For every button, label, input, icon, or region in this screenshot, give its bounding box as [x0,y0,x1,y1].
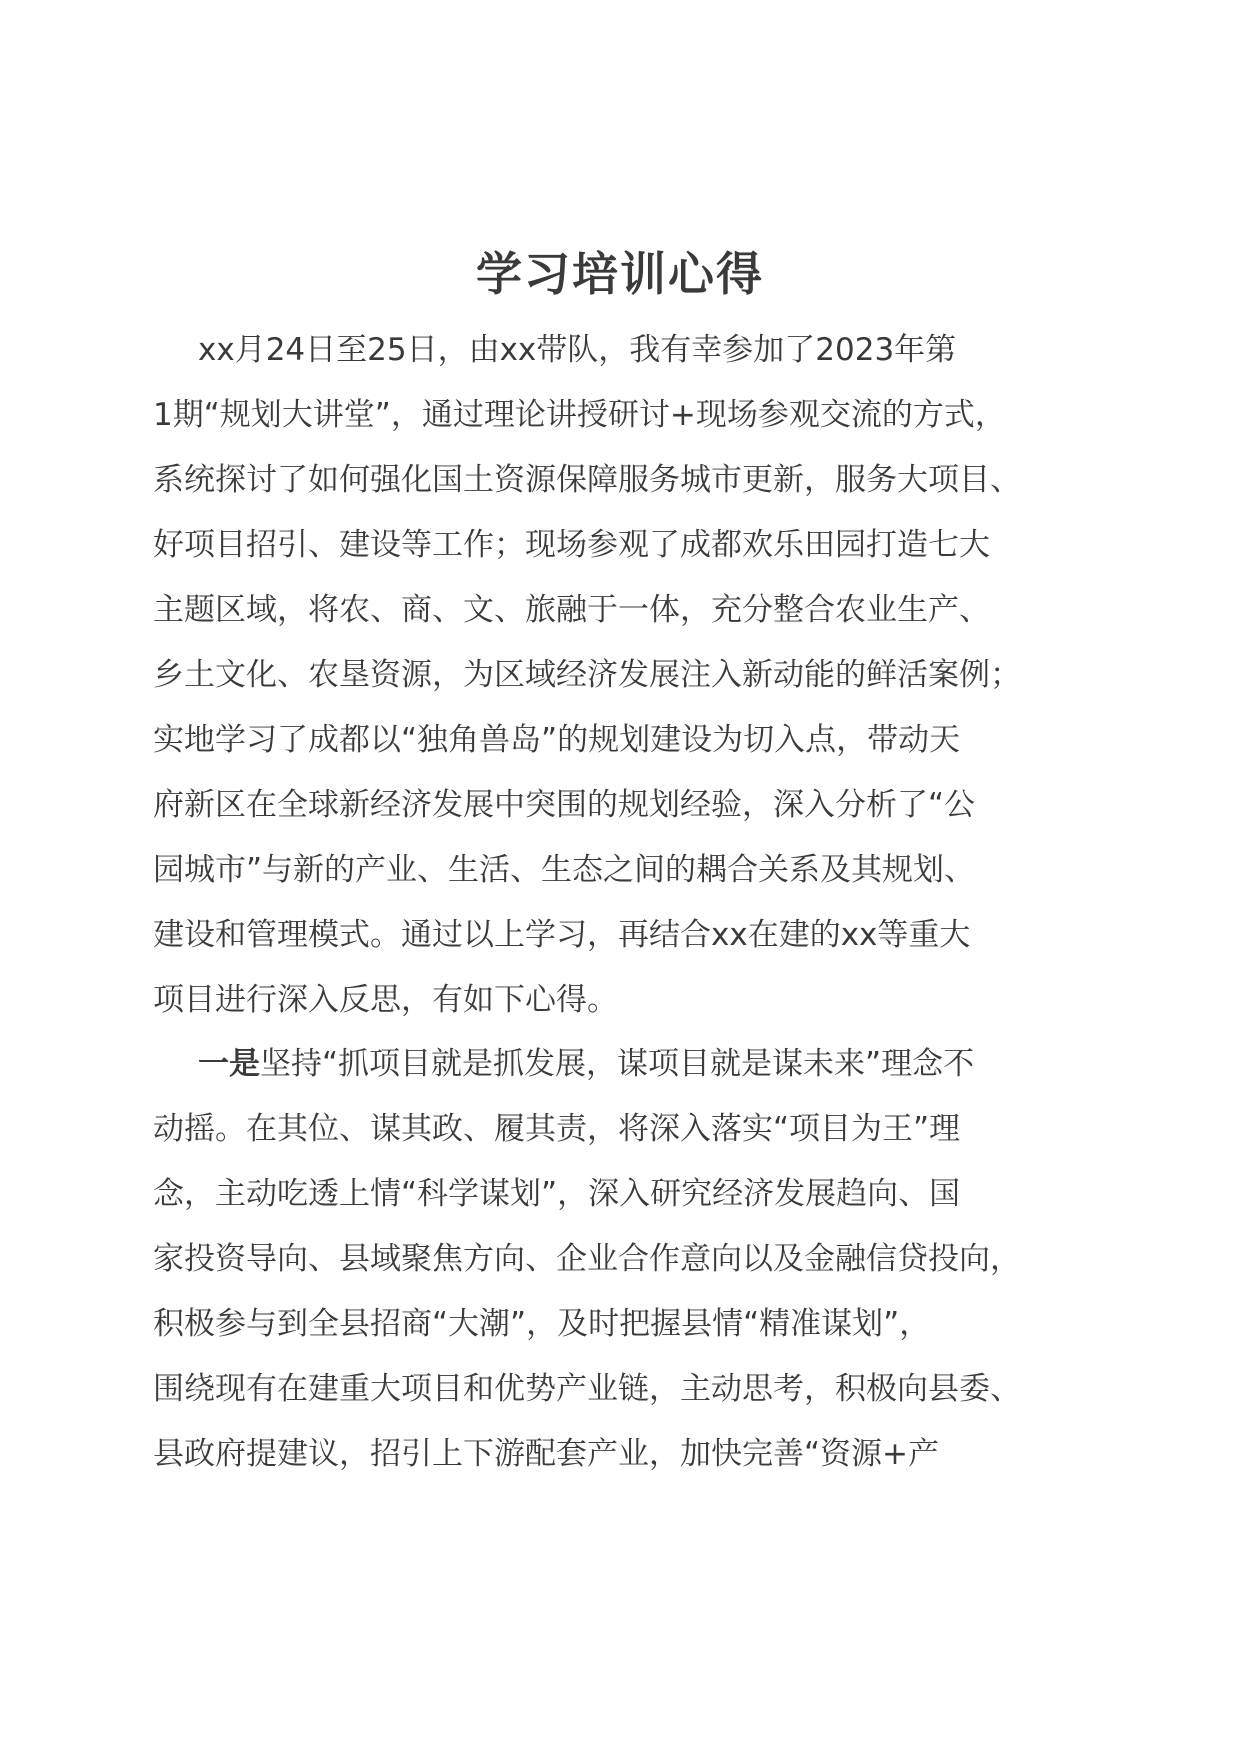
paragraph-line: xx月24日至25日，由xx带队，我有幸参加了2023年第 [198,332,957,368]
paragraph-lead: 一是 [198,1046,260,1082]
paragraph-point-one [153,1032,1098,1487]
paragraph-line: 乡土文化、农垦资源，为区域经济发展注入新动能的鲜活案例； [153,657,1021,693]
paragraph-line: 园城市”与新的产业、生活、生态之间的耦合关系及其规划、 [153,852,976,888]
document-title: 学习培训心得 [476,247,764,301]
paragraph-line: 府新区在全球新经济发展中突围的规划经验，深入分析了“公 [153,787,976,823]
paragraph-line: 项目进行深入反思，有如下心得。 [153,982,618,1018]
paragraph-line: 主题区域，将农、商、文、旅融于一体，充分整合农业生产、 [153,592,990,628]
paragraph-line: 好项目招引、建设等工作；现场参观了成都欢乐田园打造七大 [153,527,990,563]
paragraph-line: 家投资导向、县域聚焦方向、企业合作意向以及金融信贷投向， [153,1241,1021,1277]
paragraph-line: 念，主动吃透上情“科学谋划”，深入研究经济发展趋向、国 [153,1176,961,1212]
paragraph-line: 系统探讨了如何强化国土资源保障服务城市更新，服务大项目、 [153,462,1021,498]
paragraph-line [153,1032,1098,1097]
paragraph-line: 1期“规划大讲堂”，通过理论讲授研讨+现场参观交流的方式， [153,397,1006,433]
paragraph-line: 建设和管理模式。通过以上学习，再结合xx在建的xx等重大 [153,917,971,953]
paragraph-line: 实地学习了成都以“独角兽岛”的规划建设为切入点，带动天 [153,722,961,758]
paragraph-intro [153,318,1098,1033]
paragraph-line: 积极参与到全县招商“大潮”，及时把握县情“精准谋划”， [153,1306,931,1342]
paragraph-line-text: 坚持“抓项目就是抓发展，谋项目就是谋未来”理念不 [260,1046,975,1082]
paragraph-line: 动摇。在其位、谋其政、履其责，将深入落实“项目为王”理 [153,1111,961,1147]
paragraph-line: 县政府提建议，招引上下游配套产业，加快完善“资源+产 [153,1436,940,1472]
paragraph-line: 围绕现有在建重大项目和优势产业链，主动思考，积极向县委、 [153,1371,1021,1407]
